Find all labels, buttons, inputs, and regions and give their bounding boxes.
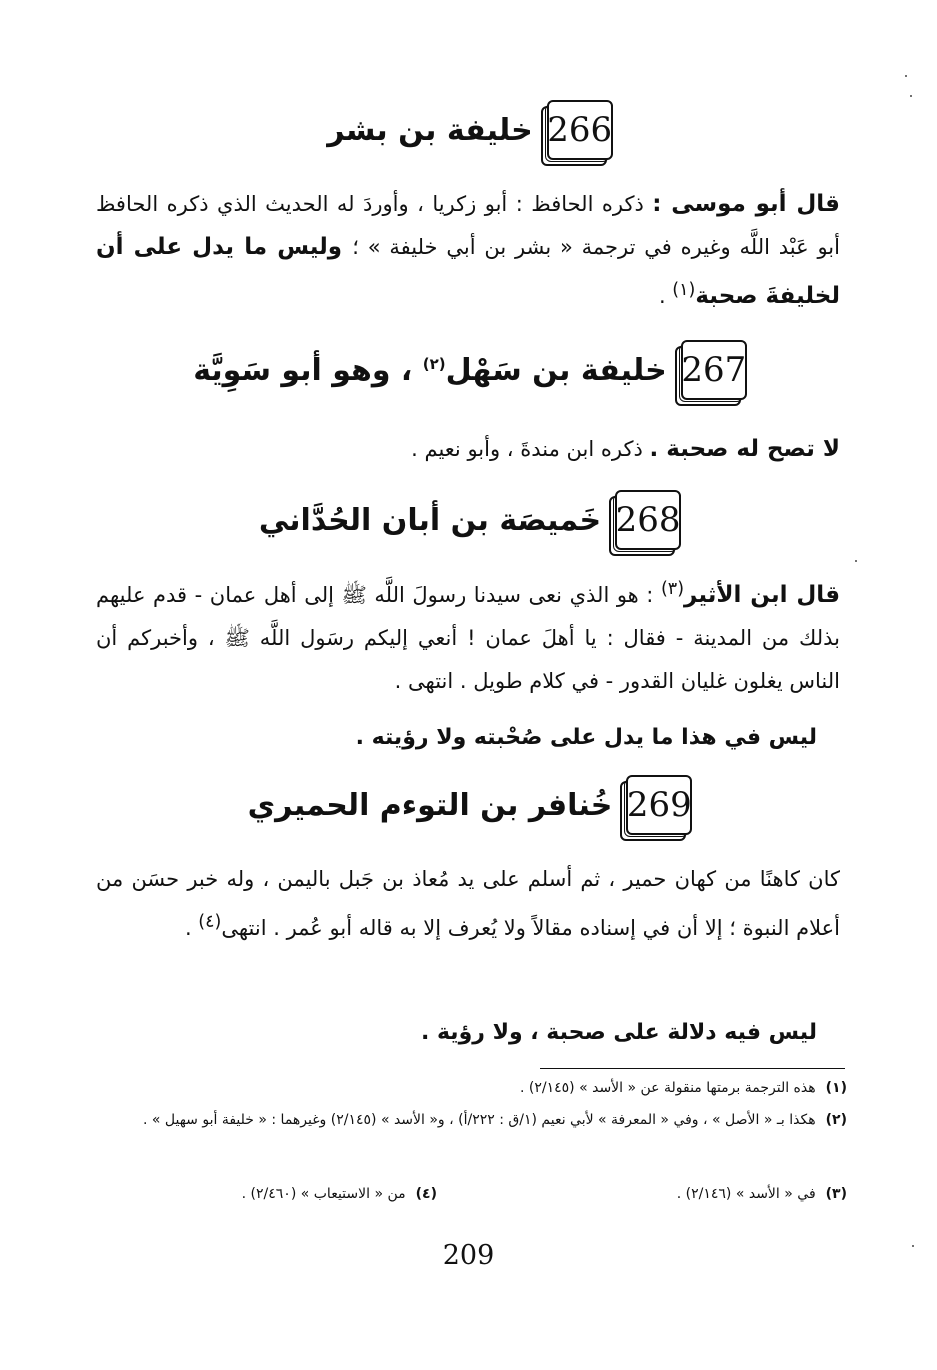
entry-name: خَميصَة بن أبان الحُدَّاني xyxy=(258,502,602,538)
entry-text: : هو الذي نعى سيدنا رسولَ اللَّه ﷺ إلى أهل عمان - قدم عليهم بذلك من المدينة - فقال : يا أهلَ عمان ! أنعي إليكم رسَول اللَّه ﷺ ، وأخبركم أن الناس يغلون غليان القدور - في كلام طويل . انتهى . xyxy=(96,583,840,693)
entry-tail: وليس ما يدل على أن لخليفةَ صحبة xyxy=(96,234,840,309)
footnote-ref: (٣) xyxy=(660,579,685,599)
entry-name: خليفة بن سَهْل$^{(٢)}$ ، وهو أبو سَوِيَّة xyxy=(193,352,667,388)
footnote-number: (٤) xyxy=(415,1186,437,1202)
page-number: 209 xyxy=(442,1240,495,1271)
entry-heading-267 xyxy=(80,340,860,400)
footnote-text: هكذا بـ « الأصل » ، وفي « المعرفة » لأبي نعيم (١/ق : ٢٢٢/أ) ، و« الأسد » (٢/١٤٥) وغيرهما : « خليفة أبو سهيل » . xyxy=(142,1112,816,1128)
entry-lead: قال ابن الأثير xyxy=(684,582,841,608)
entry-conclusion-269: ليس فيه دلالة على صحبة ، ولا رؤية . xyxy=(420,1020,817,1045)
footnote-1 xyxy=(107,1074,847,1102)
footnote-ref: (٢) xyxy=(422,354,446,373)
scan-speck xyxy=(855,560,857,562)
entry-name: خُنافر بن التوءم الحميري xyxy=(247,787,613,823)
entry-text: ذكره الحافظ : أبو زكريا ، وأوردَ له الحديث الذي ذكره الحافظ أبو عَبْد اللَّه وغيره في ترجمة « بشر بن أبي خليفة » ؛ xyxy=(96,192,840,259)
entry-name: خليفة بن بشر xyxy=(327,112,533,148)
entry-lead: قال أبو موسى : xyxy=(652,191,840,217)
footnote-3 xyxy=(547,1180,847,1208)
entry-heading-266 xyxy=(80,100,860,160)
footnote-4 xyxy=(137,1180,437,1208)
entry-body-268 xyxy=(96,568,840,703)
entry-lead: لا تصح له صحبة . xyxy=(649,436,840,462)
entry-body-269: كان كاهنًا من كهان حمير ، ثم أسلم على يد مُعاذ بن جَبل باليمن ، وله خبر حسَن من أعلام النبوة ؛ إلا أن في إسناده مقالاً ولا يُعرف إلا به قاله أبو عُمر . انتهى$^{(٤)}$ . xyxy=(96,867,840,940)
scan-speck xyxy=(910,95,912,97)
entry-number-box: 268 xyxy=(615,490,681,550)
footnote-text: هذه الترجمة برمتها منقولة عن « الأسد » (٢/١٤٥) . xyxy=(520,1080,816,1096)
footnote-ref: (٤) xyxy=(198,912,222,932)
entry-number-box: 266 xyxy=(547,100,613,160)
entry-number-box: 267 xyxy=(681,340,747,400)
entry-body-266: قال أبو موسى : ذكره الحافظ : أبو زكريا ، وأوردَ له الحديث الذي ذكره الحافظ أبو عَبْد اللَّه وغيره في ترجمة « بشر بن أبي خليفة » ؛ وليس ما يدل على أن لخليفةَ صحبة$^{(١)}$ . xyxy=(96,191,840,309)
entry-text: كان كاهنًا من كهان حمير ، ثم أسلم على يد مُعاذ بن جَبل باليمن ، وله خبر حسَن من أعلام النبوة ؛ إلا أن في إسناده مقالاً ولا يُعرف إلا به قاله أبو عُمر . انتهى xyxy=(96,867,840,940)
footnote-text: في « الأسد » (٢/١٤٦) . xyxy=(676,1186,816,1202)
footnote-text: من « الاستيعاب » (٢/٤٦٠) . xyxy=(241,1186,406,1202)
entry-heading-269 xyxy=(80,775,860,835)
footnote-ref: (١) xyxy=(672,280,696,300)
footnote-divider xyxy=(540,1068,845,1069)
footnote-2 xyxy=(102,1106,847,1134)
scan-speck xyxy=(905,75,907,77)
entry-heading-268 xyxy=(80,490,860,550)
entry-body-267 xyxy=(96,428,840,471)
footnote-number: (١) xyxy=(825,1080,847,1096)
footnote-number: (٣) xyxy=(825,1186,847,1202)
entry-conclusion-268: ليس في هذا ما يدل على صُحْبته ولا رؤيته . xyxy=(355,725,817,750)
scan-speck xyxy=(912,1245,914,1247)
footnote-number: (٢) xyxy=(825,1112,847,1128)
entry-number-box: 269 xyxy=(626,775,692,835)
entry-text: ذكره ابن مندةَ ، وأبو نعيم . xyxy=(411,437,650,461)
